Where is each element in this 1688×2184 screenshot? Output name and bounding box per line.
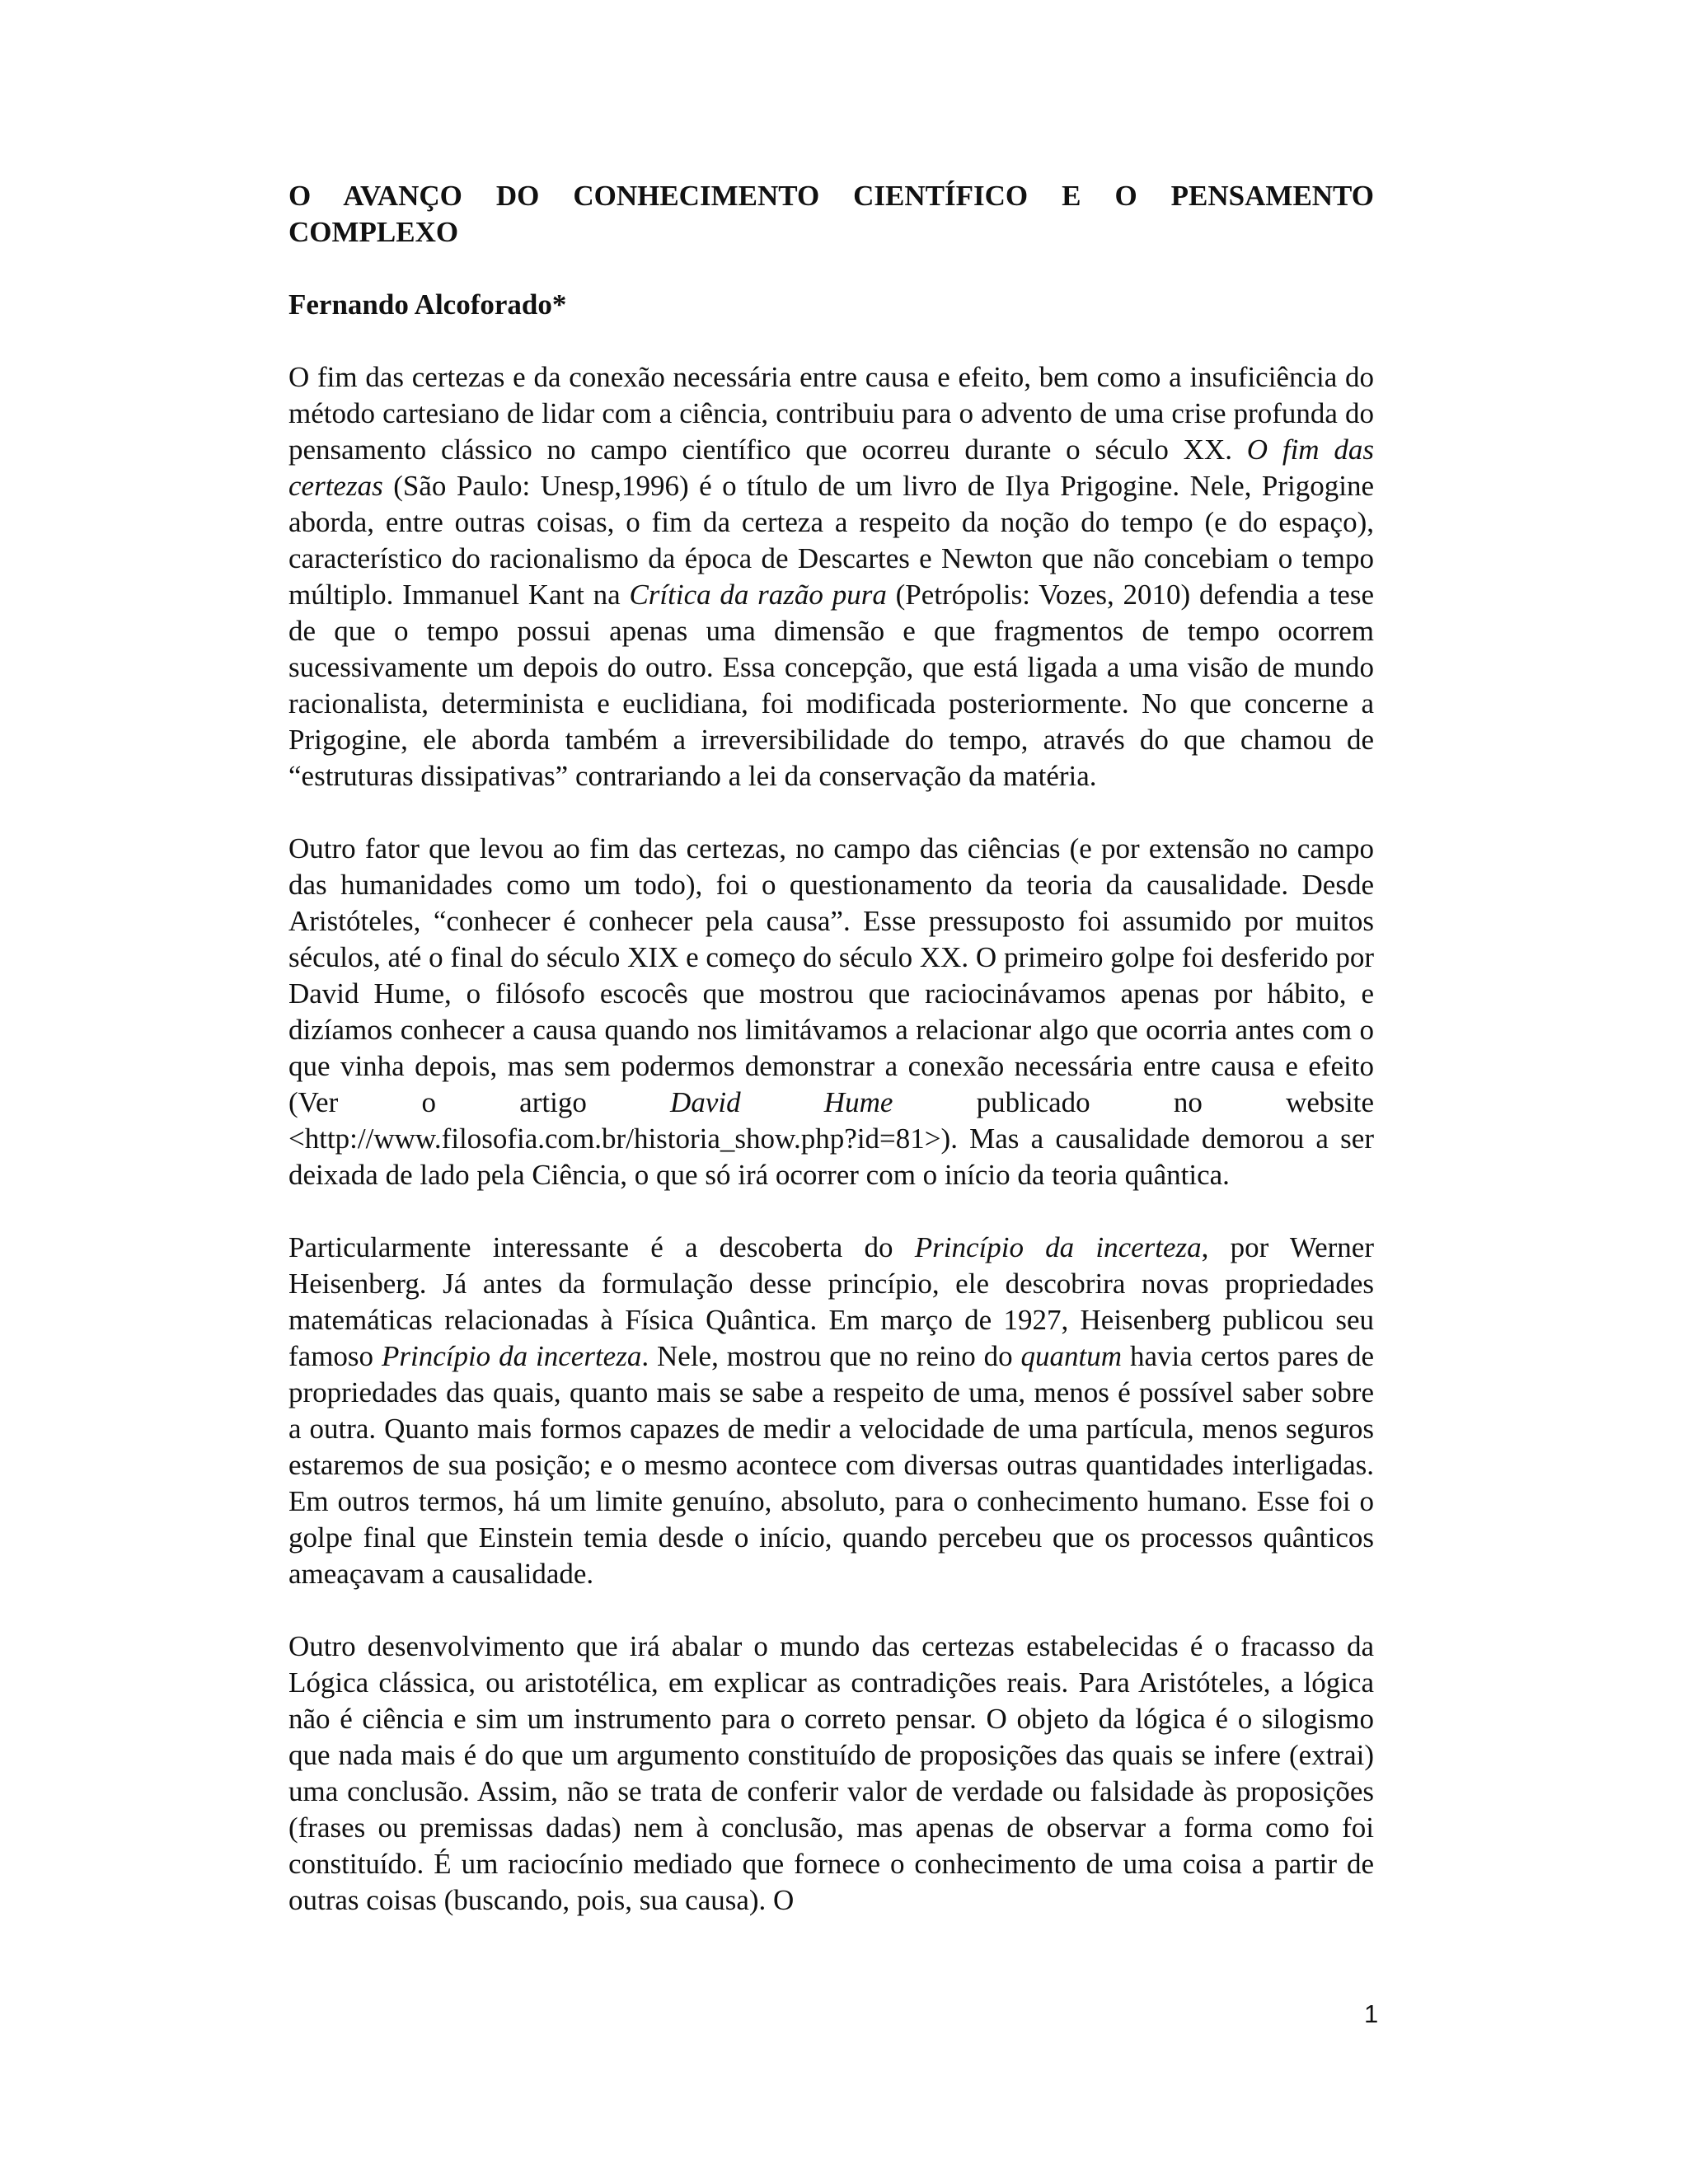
paragraph-1-text-e: (Petrópolis: Vozes, 2010) defendia a tese de que o tempo possui apenas uma dimensão e que fragmentos de tempo ocorrem sucessivamente um depois do outro. Essa concepção, que está ligada a uma visão de mundo racionalista, determinista e euclidiana, foi modificada posteriormente. No que concerne a Prigogine, ele aborda também a irreversibilidade do tempo, através do que chamou de “estruturas dissipativas” contrariando a lei da conservação da matéria. [288,579,1374,792]
paragraph-1-text-a: O fim das certezas e da conexão necessária entre causa e efeito, bem como a insuficiência do método cartesiano de lidar com a ciência, contribuiu para o advento de uma crise profunda do pensamento clássico no campo científico que ocorreu durante o século XX. [288,361,1374,466]
paragraph-3-text-e: . Nele, mostrou que no reino do [641,1340,1021,1372]
paragraph-3-text-g: havia certos pares de propriedades das quais, quanto mais se sabe a respeito de uma, menos é possível saber sobre a outra. Quanto mais formos capazes de medir a velocidade de uma partícula, menos seguros estaremos de sua posição; e o mesmo acontece com diversas outras quantidades interligadas. Em outros termos, há um limite genuíno, absoluto, para o conhecimento humano. Esse foi o golpe final que Einstein temia desde o início, quando percebeu que os processos quânticos ameaçavam a causalidade. [288,1340,1374,1590]
paragraph-1-italic-kant-title: Crítica da razão pura [629,579,887,611]
paragraph-3-text-a: Particularmente interessante é a descoberta do [288,1231,915,1263]
paragraph-2 [288,831,1374,1193]
paragraph-3-text-c: , por Werner Heisenberg. Já antes da formulação desse princípio, ele descobrira novas propriedades matemáticas relacionadas à Física Quântica. Em março de 1927, Heisenberg publicou seu famoso [288,1231,1374,1372]
paragraph-1-text-c: (São Paulo: Unesp,1996) é o título de um livro de Ilya Prigogine. Nele, Prigogine aborda, entre outras coisas, o fim da certeza a respeito da noção do tempo (e do espaço), característico do racionalismo da época de Descartes e Newton que não concebiam o tempo múltiplo. Immanuel Kant na [288,470,1374,611]
paragraph-3 [288,1230,1374,1592]
author-name: Fernando Alcoforado* [288,288,567,321]
paragraph-4 [288,1629,1374,1919]
paragraph-2-text-a: Outro fator que levou ao fim das certezas, no campo das ciências (e por extensão no campo das humanidades como um todo), foi o questionamento da teoria da causalidade. Desde Aristóteles, “conhecer é conhecer pela causa”. Esse pressuposto foi assumido por muitos séculos, até o final do século XIX e começo do século XX. O primeiro golpe foi desferido por David Hume, o filósofo escocês que mostrou que raciocinávamos apenas por hábito, e dizíamos conhecer a causa quando nos limitávamos a relacionar algo que ocorria antes com o que vinha depois, mas sem podermos demonstrar a conexão necessária entre causa e efeito (Ver o artigo [288,832,1374,1118]
paragraph-2-italic-article-title: David Hume [670,1086,893,1118]
title-line-2: COMPLEXO [288,216,459,248]
paragraph-1-italic-book-title: O fim das certezas [288,434,1374,502]
paragraph-4-text-a: Outro desenvolvimento que irá abalar o mundo das certezas estabelecidas é o fracasso da Lógica clássica, ou aristotélica, em explicar as contradições reais. Para Aristóteles, a lógica não é ciência e sim um instrumento para o correto pensar. O objeto da lógica é o silogismo que nada mais é do que um argumento constituído de proposições das quais se infere (extrai) uma conclusão. Assim, não se trata de conferir valor de verdade ou falsidade às proposições (frases ou premissas dadas) nem à conclusão, mas apenas de observar a forma como foi constituído. É um raciocínio mediado que fornece o conhecimento de uma coisa a partir de outras coisas (buscando, pois, sua causa). O [288,1630,1374,1916]
paragraph-1 [288,359,1374,794]
title-line-1: O AVANÇO DO CONHECIMENTO CIENTÍFICO E O PENSAMENTO [288,180,1374,212]
paragraph-2-text-c: publicado no website <http://www.filosofia.com.br/historia_show.php?id=81>). Mas a causalidade demorou a ser deixada de lado pela Ciência, o que só irá ocorrer com o início da teoria quântica. [288,1086,1374,1191]
paragraph-3-italic-principle-2: Princípio da incerteza [381,1340,642,1372]
document-body [288,178,1374,1919]
paragraph-3-italic-principle-1: Princípio da incerteza [914,1231,1202,1263]
paragraph-3-italic-quantum: quantum [1020,1340,1123,1372]
document-title [288,178,1374,251]
page-number: 1 [1364,1999,1379,2028]
